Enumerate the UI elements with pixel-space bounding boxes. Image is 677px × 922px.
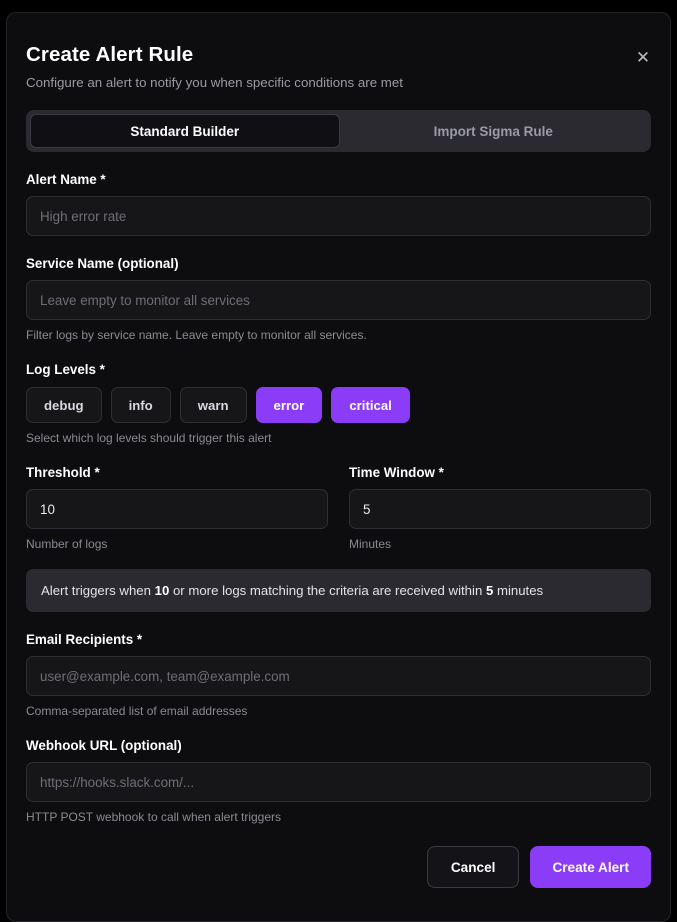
time-window-hint: Minutes: [349, 537, 392, 551]
log-level-debug[interactable]: debug: [26, 387, 102, 423]
builder-mode-tabs: [26, 110, 651, 152]
summary-threshold: 10: [154, 583, 170, 598]
time-window-label: Time Window *: [349, 465, 444, 480]
dialog-subtitle: Configure an alert to notify you when specific conditions are met: [26, 75, 403, 90]
webhook-url-hint: HTTP POST webhook to call when alert triggers: [26, 810, 281, 824]
summary-part-3: minutes: [496, 583, 544, 598]
webhook-url-input[interactable]: [26, 762, 651, 802]
summary-part-2: or more logs matching the criteria are received within: [172, 583, 483, 598]
threshold-field: [26, 445, 328, 551]
threshold-window-row: [26, 445, 651, 551]
tab-import-sigma-rule[interactable]: Import Sigma Rule: [433, 123, 553, 139]
webhook-url-label: Webhook URL (optional): [26, 738, 182, 753]
threshold-label: Threshold *: [26, 465, 100, 480]
time-window-input[interactable]: [349, 489, 651, 529]
log-level-info[interactable]: info: [111, 387, 171, 423]
tab-standard-builder[interactable]: Standard Builder: [30, 114, 340, 148]
summary-part-1: Alert triggers when: [41, 583, 151, 598]
service-name-label: Service Name (optional): [26, 256, 179, 271]
log-level-critical[interactable]: critical: [331, 387, 410, 423]
log-level-error[interactable]: error: [256, 387, 323, 423]
log-levels-group: [26, 387, 651, 423]
email-recipients-input[interactable]: [26, 656, 651, 696]
close-icon[interactable]: ✕: [632, 47, 654, 69]
email-recipients-label: Email Recipients *: [26, 632, 143, 647]
service-name-hint: Filter logs by service name. Leave empty to monitor all services.: [26, 328, 367, 342]
page-title: Create Alert Rule: [26, 43, 194, 66]
cancel-button[interactable]: Cancel: [427, 846, 520, 888]
log-levels-hint: Select which log levels should trigger this alert: [26, 431, 272, 445]
threshold-input[interactable]: [26, 489, 328, 529]
alert-name-input[interactable]: [26, 196, 651, 236]
email-recipients-hint: Comma-separated list of email addresses: [26, 704, 248, 718]
alert-summary: [26, 569, 651, 612]
service-name-input[interactable]: [26, 280, 651, 320]
dialog-footer: [26, 846, 651, 888]
threshold-hint: Number of logs: [26, 537, 108, 551]
summary-window: 5: [485, 583, 494, 598]
log-level-warn[interactable]: warn: [180, 387, 247, 423]
alert-name-label: Alert Name *: [26, 172, 106, 187]
log-levels-label: Log Levels *: [26, 362, 105, 377]
create-alert-button[interactable]: Create Alert: [530, 846, 651, 888]
time-window-field: [349, 445, 651, 551]
create-alert-rule-dialog: [6, 12, 671, 922]
